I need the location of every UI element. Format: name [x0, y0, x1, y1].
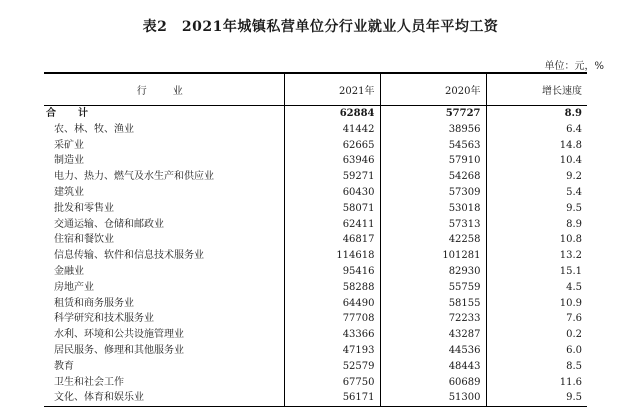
- value-2020-cell: 43287: [380, 327, 486, 343]
- industry-cell: 批发和零售业: [54, 202, 114, 214]
- industry-cell: 信息传输、软件和信息技术服务业: [54, 250, 204, 262]
- growth-cell: 5.4: [486, 185, 587, 201]
- total-row: [44, 106, 587, 122]
- value-2021-cell: 64490: [284, 296, 380, 312]
- table-title: 表2 2021年城镇私营单位分行业就业人员年平均工资: [142, 19, 499, 35]
- value-2020-cell: 60689: [380, 375, 486, 391]
- value-2021-cell: 43366: [284, 327, 380, 343]
- table-row: [44, 185, 587, 201]
- industry-cell: 房地产业: [54, 281, 94, 293]
- industry-cell: 采矿业: [54, 139, 84, 151]
- value-2021-cell: 62411: [284, 217, 380, 233]
- table-row: [44, 217, 587, 233]
- industry-cell: 金融业: [54, 265, 84, 277]
- value-2020-cell: 44536: [380, 343, 486, 359]
- growth-cell: 15.1: [486, 264, 587, 280]
- value-2020-cell: 54563: [380, 138, 486, 154]
- table-row: [44, 343, 587, 359]
- growth-cell: 14.8: [486, 138, 587, 154]
- table-row: [44, 169, 587, 185]
- industry-cell: 水利、环境和公共设施管理业: [54, 329, 184, 341]
- unit-note: 单位：元，%: [544, 61, 604, 72]
- value-2021-cell: 63946: [284, 153, 380, 169]
- table-row: [44, 296, 587, 312]
- value-2021-cell: 77708: [284, 311, 380, 327]
- industry-cell: 住宿和餐饮业: [54, 234, 114, 246]
- growth-cell: 10.4: [486, 153, 587, 169]
- growth-cell: 10.9: [486, 296, 587, 312]
- value-2020-cell: 82930: [380, 264, 486, 280]
- growth-cell: 0.2: [486, 327, 587, 343]
- table-row: [44, 375, 587, 391]
- table-row: [44, 138, 587, 154]
- industry-cell: 居民服务、修理和其他服务业: [54, 344, 184, 356]
- growth-cell: 6.4: [486, 122, 587, 138]
- header-row: [44, 73, 587, 106]
- table-row: [44, 201, 587, 217]
- growth-cell: 9.5: [486, 201, 587, 217]
- industry-cell: 租赁和商务服务业: [54, 297, 134, 309]
- growth-cell: 7.6: [486, 311, 587, 327]
- table-row: [44, 122, 587, 138]
- value-2020-cell: 48443: [380, 359, 486, 375]
- industry-cell: 卫生和社会工作: [54, 376, 124, 388]
- growth-cell: 9.2: [486, 169, 587, 185]
- header-industry: 行 业: [44, 73, 284, 106]
- industry-cell: 文化、体育和娱乐业: [44, 390, 284, 406]
- value-2021-cell: 58288: [284, 280, 380, 296]
- value-2020-cell: 57309: [380, 185, 486, 201]
- value-2020-cell: 38956: [380, 122, 486, 138]
- value-2020-cell: 42258: [380, 232, 486, 248]
- value-2020-cell: 57910: [380, 153, 486, 169]
- industry-cell: 制造业: [54, 155, 84, 167]
- growth-cell: 11.6: [486, 375, 587, 391]
- value-2020-cell: 57313: [380, 217, 486, 233]
- value-2020-cell: 55759: [380, 280, 486, 296]
- industry-cell: 科学研究和技术服务业: [54, 313, 154, 325]
- industry-cell: 教育: [54, 360, 74, 372]
- value-2021-cell: 46817: [284, 232, 380, 248]
- growth-cell: 8.5: [486, 359, 587, 375]
- table-row: [44, 153, 587, 169]
- value-2021-cell: 58071: [284, 201, 380, 217]
- table-row: [44, 359, 587, 375]
- value-2020-cell: 51300: [380, 390, 486, 406]
- table-row: [44, 264, 587, 280]
- industry-cell: 合 计: [46, 108, 94, 119]
- industry-cell: 建筑业: [54, 186, 84, 198]
- value-2020-cell: 101281: [380, 248, 486, 264]
- growth-cell: 8.9: [486, 106, 587, 122]
- value-2021-cell: 47193: [284, 343, 380, 359]
- growth-cell: 13.2: [486, 248, 587, 264]
- header-2021: 2021年: [284, 73, 380, 106]
- value-2021-cell: 60430: [284, 185, 380, 201]
- growth-cell: 4.5: [486, 280, 587, 296]
- value-2021-cell: 114618: [284, 248, 380, 264]
- value-2020-cell: 58155: [380, 296, 486, 312]
- table-row: [44, 248, 587, 264]
- value-2020-cell: 54268: [380, 169, 486, 185]
- industry-cell: 农、林、牧、渔业: [54, 123, 134, 135]
- table-row: [44, 390, 587, 406]
- value-2020-cell: 53018: [380, 201, 486, 217]
- growth-cell: 10.8: [486, 232, 587, 248]
- header-2020: 2020年: [380, 73, 486, 106]
- growth-cell: 6.0: [486, 343, 587, 359]
- growth-cell: 9.5: [486, 390, 587, 406]
- header-growth: 增长速度: [486, 73, 587, 106]
- industry-cell: 电力、热力、燃气及水生产和供应业: [54, 171, 214, 183]
- value-2021-cell: 56171: [284, 390, 380, 406]
- wage-table: [44, 72, 587, 407]
- value-2021-cell: 41442: [284, 122, 380, 138]
- value-2021-cell: 52579: [284, 359, 380, 375]
- value-2020-cell: 72233: [380, 311, 486, 327]
- growth-cell: 8.9: [486, 217, 587, 233]
- value-2021-cell: 67750: [284, 375, 380, 391]
- value-2021-cell: 59271: [284, 169, 380, 185]
- industry-cell: 交通运输、仓储和邮政业: [54, 218, 164, 230]
- value-2021-cell: 95416: [284, 264, 380, 280]
- table-row: [44, 280, 587, 296]
- value-2020-cell: 57727: [380, 106, 486, 122]
- table-row: [44, 311, 587, 327]
- table-row: [44, 232, 587, 248]
- value-2021-cell: 62665: [284, 138, 380, 154]
- value-2021-cell: 62884: [284, 106, 380, 122]
- table-row: [44, 327, 587, 343]
